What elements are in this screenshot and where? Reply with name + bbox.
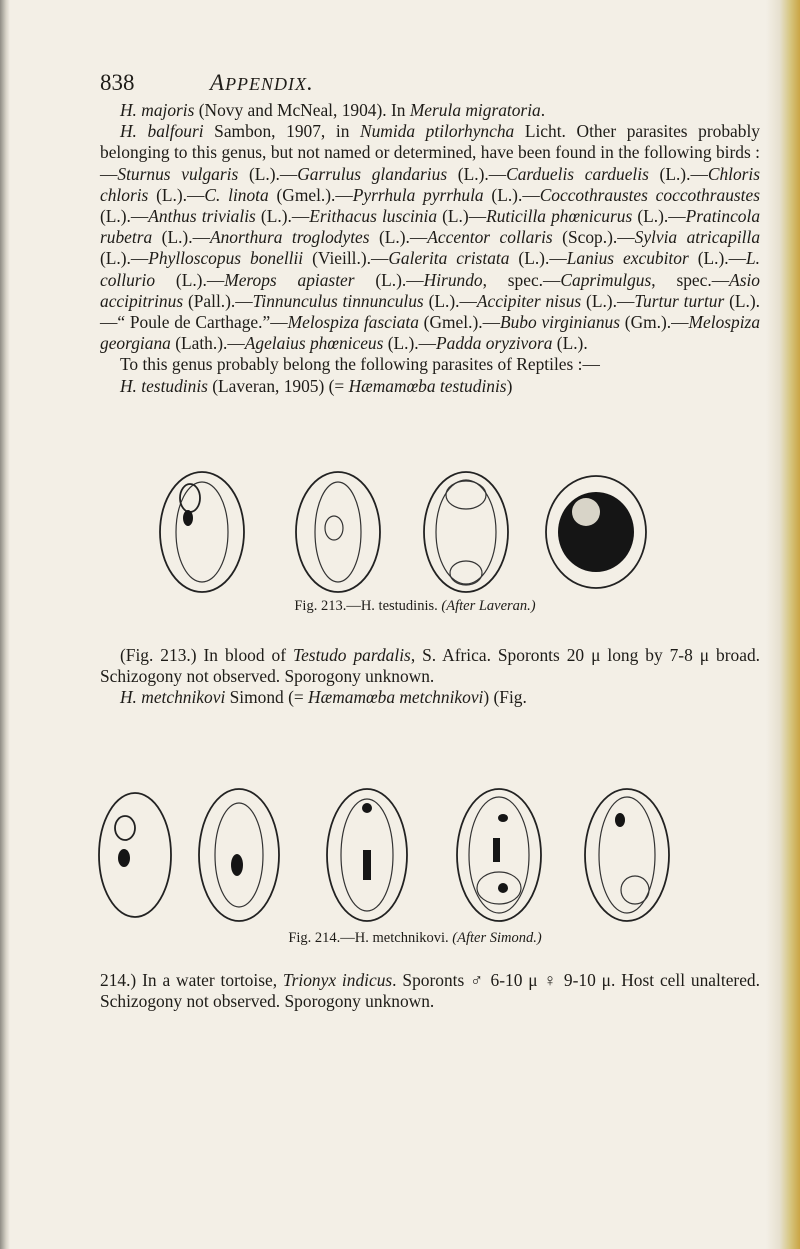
bird-authority: (Pall.). xyxy=(183,290,236,311)
bird-name: Garrulus glandarius xyxy=(297,163,448,184)
dash-separator: — xyxy=(459,290,477,311)
bird-name: Hirundo xyxy=(423,269,483,290)
cell-213-d xyxy=(546,476,646,588)
bird-authority: (L.). xyxy=(152,227,193,248)
text-block-3 xyxy=(100,970,760,1012)
figure-213-drawing xyxy=(110,470,720,600)
dash-separator: — xyxy=(370,248,389,269)
bird-authority: (L.). xyxy=(354,269,407,290)
bird-authority: (Gmel.). xyxy=(268,184,336,205)
bird-authority: (L.). xyxy=(581,290,617,311)
bird-name: Sturnus vulgaris xyxy=(117,163,239,184)
paragraph-reptiles: To this genus probably belong the following parasites of Reptiles :— xyxy=(120,354,600,375)
dash-separator: — xyxy=(522,184,540,205)
paragraph-majoris: H. majoris (Novy and McNeal, 1904). In Merula migratoria. xyxy=(120,100,546,120)
dash-separator: — xyxy=(279,163,298,184)
cell-213-c xyxy=(424,472,508,592)
bird-name: Turtur turtur xyxy=(634,290,725,311)
bird-name: Lanius excubitor xyxy=(566,248,689,269)
bird-authority: (L.) xyxy=(437,206,469,227)
bird-authority: (L.). xyxy=(100,248,131,269)
dash-separator: — xyxy=(482,312,500,333)
bird-authority: (L.). xyxy=(483,184,523,205)
bird-name: Carduelis carduelis xyxy=(506,163,649,184)
dash-separator: — xyxy=(291,206,310,227)
bird-authority: (L.). xyxy=(383,333,419,354)
bird-name: Anthus trivialis xyxy=(148,206,256,227)
bird-name: Erithacus luscinia xyxy=(309,206,438,227)
dash-separator: — xyxy=(711,269,730,290)
bird-authority: (L.). xyxy=(238,163,280,184)
bird-authority: (L.). xyxy=(423,290,460,311)
bird-authority: (L.). xyxy=(648,163,691,184)
dash-separator: — xyxy=(406,269,424,290)
dash-separator: — xyxy=(616,290,635,311)
cell-213-a xyxy=(160,472,244,592)
bird-name: Pratincola rubetra xyxy=(100,206,761,248)
figure-213 xyxy=(110,470,720,620)
dash-separator: — xyxy=(488,163,507,184)
main-text xyxy=(100,100,760,397)
bird-authority: (L.). xyxy=(369,227,410,248)
bird-name: Accentor collaris xyxy=(427,227,553,248)
dash-separator: — xyxy=(335,184,353,205)
bird-name: C. linota xyxy=(204,184,269,205)
bird-name: Chloris chloris xyxy=(100,163,761,205)
figure-214 xyxy=(95,780,735,950)
dash-separator: — xyxy=(690,163,708,184)
bird-authority: (Gm.). xyxy=(620,312,672,333)
bird-authority: (L.). xyxy=(688,248,729,269)
cell-214-a xyxy=(99,793,171,917)
dash-separator: — xyxy=(409,227,428,248)
cell-214-c xyxy=(327,789,407,921)
paragraph-metchnikovi: H. metchnikovi Simond (= Hæmamœba metchnikovi) (Fig. xyxy=(120,687,527,708)
dash-separator: — xyxy=(270,312,288,333)
paragraph-balfouri: H. balfouri Sambon, 1907, in Numida ptilorhyncha Licht. Other parasites probably belonging to this genus, but not named or determined, have been found in the following birds :—Sturnus vulgaris (L.).—Garrulus glandarius (L.).—Carduelis carduelis (L.).—Chloris chloris (L.).—C. linota (Gmel.).—Pyrrhula pyrrhula (L.).—Coccothraustes coccothraustes (L.).—Anthus trivialis (L.).—Erithacus luscinia (L.)—Ruticilla phœnicurus (L.).—Pratincola rubetra (L.).—Anorthura troglodytes (L.).—Accentor collaris (Scop.).—Sylvia atricapilla (L.).—Phylloscopus bonellii (Vieill.).—Galerita cristata (L.).—Lanius excubitor (L.).—L. collurio (L.).—Merops apiaster (L.).—Hirundo, spec.—Caprimulgus, spec.—Asio accipitrinus (Pall.).—Tinnunculus tinnunculus (L.).—Accipiter nisus (L.).—Turtur turtur (L.).—“ Poule de Carthage.”—Melospiza fasciata (Gmel.).—Bubo virginianus (Gm.).—Melospiza georgiana (Lath.).—Agelaius phœniceus (L.).—Padda oryzivora (L.). xyxy=(100,121,761,354)
dash-separator: — xyxy=(671,312,689,333)
bird-name: Padda oryzivora xyxy=(436,333,553,354)
bird-name: Ruticilla phœnicurus xyxy=(486,206,633,227)
cell-214-b xyxy=(199,789,279,921)
dash-separator: — xyxy=(418,333,437,354)
bird-name: Asio accipitrinus xyxy=(100,269,760,311)
bird-authority: , spec. xyxy=(651,269,712,290)
bird-name: L. collurio xyxy=(100,248,761,290)
bird-authority: (L.). xyxy=(155,269,207,290)
dash-separator: — xyxy=(100,163,118,184)
paragraph-testudinis: H. testudinis (Laveran, 1905) (= Hæmamœba testudinis) xyxy=(120,375,513,396)
bird-name: Melospiza fasciata xyxy=(287,312,419,333)
paragraph-fig214: 214.) In a water tortoise, Trionyx indicus. Sporonts ♂ 6-10 μ ♀ 9-10 μ. Host cell unaltered. Schizogony not observed. Sporogony unknown. xyxy=(100,970,760,1012)
bird-name: Coccothraustes coccothraustes xyxy=(539,184,761,205)
dash-separator: — xyxy=(130,206,149,227)
dash-separator: — xyxy=(543,269,561,290)
bird-authority: (Lath.). xyxy=(170,333,228,354)
bird-name: Phylloscopus bonellii xyxy=(148,248,304,269)
bird-name: Pyrrhula pyrrhula xyxy=(352,184,484,205)
figure-214-drawing xyxy=(95,780,735,930)
bird-authority: (L.). xyxy=(632,206,669,227)
bird-name: Merops apiaster xyxy=(224,269,355,290)
dash-separator: — xyxy=(617,227,635,248)
figure-213-caption: Fig. 213.—H. testudinis. (After Laveran.) xyxy=(294,598,536,614)
bird-name: Galerita cristata xyxy=(388,248,510,269)
bird-name: Melospiza georgiana xyxy=(100,312,761,354)
dash-separator: — xyxy=(235,290,253,311)
bird-name: Agelaius phœniceus xyxy=(244,333,384,354)
text-block-2 xyxy=(100,645,760,709)
bird-authority: (Vieill.). xyxy=(303,248,371,269)
bird-authority: (L.). xyxy=(447,163,489,184)
bird-authority: (L.). xyxy=(255,206,292,227)
cell-214-d xyxy=(457,789,541,921)
page-edge-right xyxy=(766,0,800,1249)
bird-authority: (L.). xyxy=(509,248,550,269)
page-number: 838 xyxy=(100,70,135,95)
dash-separator: — xyxy=(728,248,747,269)
page-edge-left xyxy=(0,0,10,1249)
bird-name: Tinnunculus tinnunculus xyxy=(252,290,424,311)
dash-separator: — xyxy=(468,206,487,227)
bird-name: Caprimulgus xyxy=(560,269,652,290)
figure-214-caption: Fig. 214.—H. metchnikovi. (After Simond.) xyxy=(288,930,542,946)
dash-separator: — xyxy=(227,333,245,354)
bird-name: Sylvia atricapilla xyxy=(634,227,761,248)
dash-separator: — xyxy=(206,269,225,290)
bird-authority: , spec. xyxy=(482,269,544,290)
bird-authority: (L.). xyxy=(148,184,187,205)
paragraph-fig213: (Fig. 213.) In blood of Testudo pardalis, S. Africa. Sporonts 20 μ long by 7-8 μ broad. Schizogony not observed. Sporogony unknown. xyxy=(100,645,761,687)
bird-name: Bubo virginianus xyxy=(499,312,621,333)
bird-name: Anorthura troglodytes xyxy=(209,227,370,248)
bird-name: Accipiter nisus xyxy=(476,290,582,311)
dash-separator: — xyxy=(130,248,149,269)
running-head: APPENDIX. xyxy=(210,70,314,95)
dash-separator: — xyxy=(187,184,205,205)
cell-213-b xyxy=(296,472,380,592)
bird-list xyxy=(100,164,760,354)
cell-214-e xyxy=(585,789,669,921)
dash-separator: — xyxy=(549,248,567,269)
bird-authority: (Gmel.). xyxy=(418,312,483,333)
bird-authority: (L.).—“ Poule de Carthage.” xyxy=(100,290,760,333)
bird-authority: (L.). xyxy=(100,206,131,227)
dash-separator: — xyxy=(192,227,210,248)
bird-authority: (Scop.). xyxy=(552,227,618,248)
dash-separator: — xyxy=(668,206,686,227)
bird-authority: (L.). xyxy=(552,333,588,354)
